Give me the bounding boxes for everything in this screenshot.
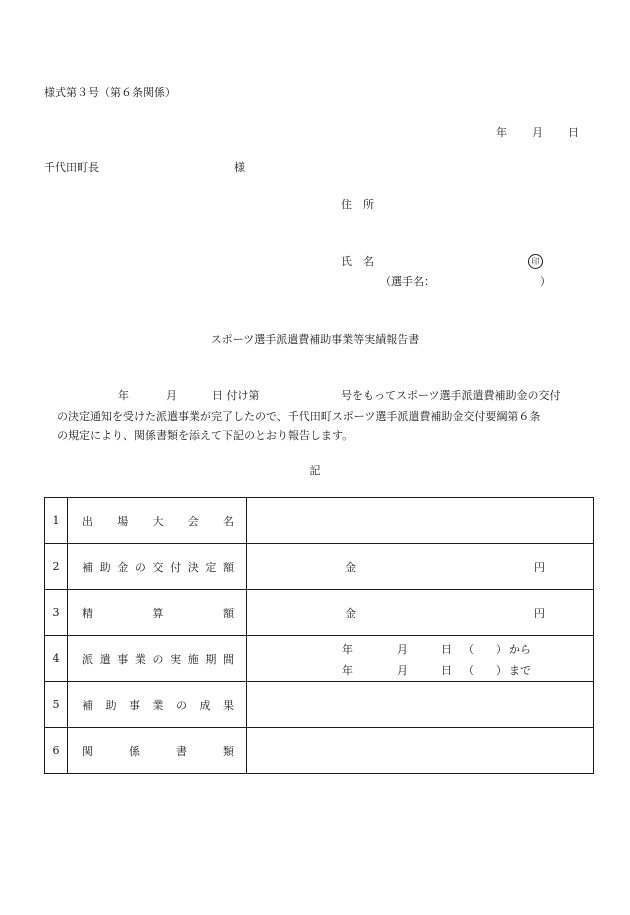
row-label: 出場大会名: [68, 498, 247, 544]
grant-decision-amount-field[interactable]: [247, 544, 594, 590]
addressee-honorific: 様: [234, 161, 245, 174]
row-number: 3: [45, 590, 68, 636]
row-label: 派遣事業の実施期間: [68, 636, 247, 682]
addressee-name: 千代田町長: [44, 161, 99, 174]
row-number: 5: [45, 682, 68, 728]
body-line1-day: 日 付け第: [212, 389, 260, 402]
row-number: 2: [45, 544, 68, 590]
yen-label: 円: [534, 561, 545, 574]
period-suffix: から: [509, 643, 531, 656]
table-row: [45, 498, 594, 544]
period-weekday: （ ）: [463, 664, 507, 677]
body-line1-year: 年: [118, 389, 129, 402]
period-day: 日: [441, 643, 452, 656]
date-year-label: 年: [496, 126, 507, 139]
yen-label: 円: [534, 607, 545, 620]
kin-label: 金: [345, 607, 356, 620]
date-month-label: 月: [532, 126, 543, 139]
table-row: [45, 728, 594, 774]
period-suffix: まで: [509, 664, 531, 677]
row-label: 精算額: [68, 590, 247, 636]
period-month: 月: [397, 643, 408, 656]
implementation-period-field[interactable]: [247, 636, 594, 682]
row-number: 6: [45, 728, 68, 774]
period-end: [342, 662, 531, 678]
period-year: 年: [342, 664, 353, 677]
period-year: 年: [342, 643, 353, 656]
period-start: [342, 641, 531, 657]
row-label: 補助金の交付決定額: [68, 544, 247, 590]
body-line2: の決定通知を受けた派遣事業が完了したので、千代田町スポーツ選手派遣費補助金交付要綱第６条: [57, 410, 541, 423]
period-month: 月: [397, 664, 408, 677]
kin-label: 金: [345, 561, 356, 574]
date-day-label: 日: [568, 126, 579, 139]
document-title: スポーツ選手派遣費補助事業等実績報告書: [210, 333, 420, 346]
seal-mark: 印: [528, 254, 543, 269]
body-line1-month: 月: [166, 389, 177, 402]
address-label: 住 所: [341, 198, 374, 211]
row-label: 関係書類: [68, 728, 247, 774]
athlete-name-label: （選手名：: [380, 275, 435, 288]
row-label: 補助事業の成果: [68, 682, 247, 728]
athlete-name-close: ）: [540, 275, 551, 288]
row-number: 1: [45, 498, 68, 544]
name-label: 氏 名: [341, 255, 374, 268]
table-row: [45, 590, 594, 636]
form-number: 様式第３号（第６条関係）: [44, 86, 176, 99]
related-documents-field[interactable]: [247, 728, 594, 774]
table-row: [45, 682, 594, 728]
period-day: 日: [441, 664, 452, 677]
project-results-field[interactable]: [247, 682, 594, 728]
settlement-amount-field[interactable]: [247, 590, 594, 636]
body-line1-rest: 号をもってスポーツ選手派遣費補助金の交付: [341, 389, 561, 402]
body-line3: の規定により、関係書類を添えて下記のとおり報告します。: [57, 429, 354, 442]
ki-label: 記: [309, 464, 321, 477]
table-row: [45, 544, 594, 590]
period-weekday: （ ）: [463, 643, 507, 656]
table-row: [45, 636, 594, 682]
tournament-name-field[interactable]: [247, 498, 594, 544]
row-number: 4: [45, 636, 68, 682]
report-table: [44, 497, 594, 774]
